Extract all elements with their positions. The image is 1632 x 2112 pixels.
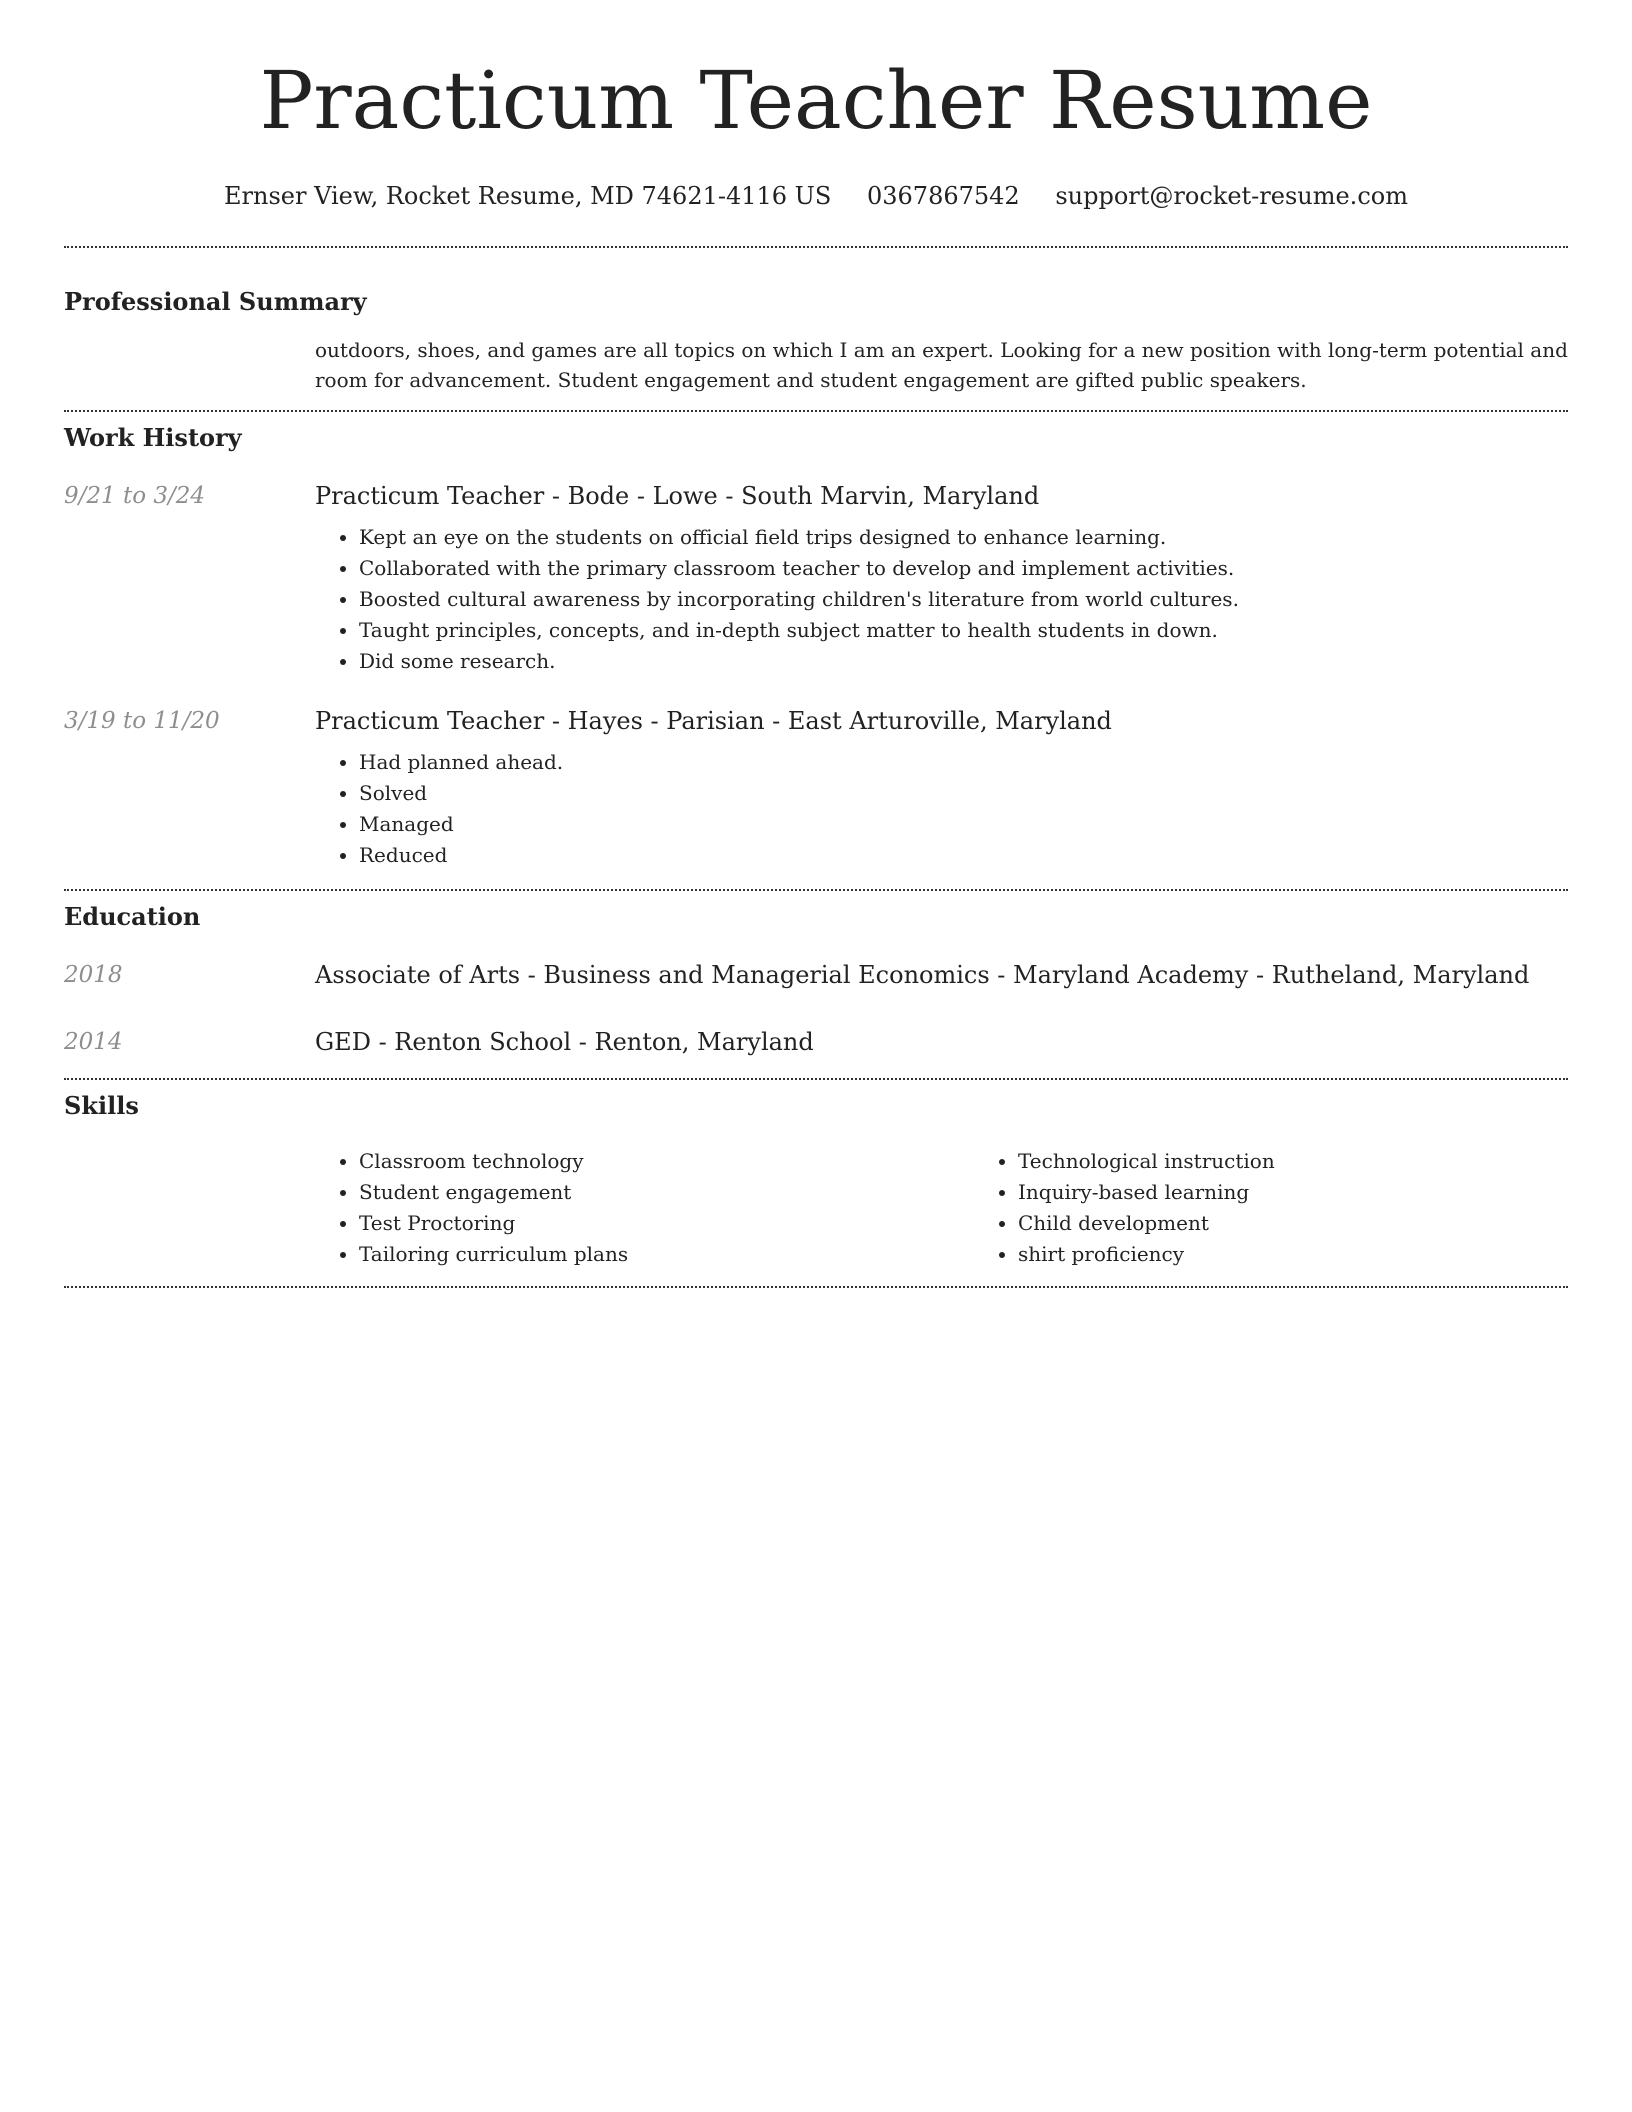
education-section <box>64 901 1568 1058</box>
skills-row <box>64 1146 1568 1270</box>
job-title: Practicum Teacher - Hayes - Parisian - East Arturoville, Maryland <box>315 707 1112 735</box>
summary-row <box>64 335 1568 395</box>
summary-heading: Professional Summary <box>64 287 367 316</box>
resume-title: Practicum Teacher Resume <box>259 54 1373 147</box>
education-heading: Education <box>64 902 201 931</box>
list-item: • Collaborated with the primary classroom teacher to develop and implement activities. <box>359 553 1568 584</box>
education-entry <box>64 959 1568 991</box>
job-bullets <box>315 747 1568 871</box>
list-item: • Tailoring curriculum plans <box>359 1239 974 1270</box>
skills-list-right <box>974 1146 1632 1270</box>
contact-line <box>64 180 1568 212</box>
skills-heading: Skills <box>64 1091 139 1120</box>
job-title: Practicum Teacher - Bode - Lowe - South Marvin, Maryland <box>315 482 1040 510</box>
work-history-heading: Work History <box>64 423 242 452</box>
education-school: - Maryland Academy - Rutheland, Maryland <box>989 961 1530 989</box>
list-item: • Solved <box>359 778 1568 809</box>
job-bullets <box>315 522 1568 677</box>
job-date: 3/19 to 11/20 <box>64 708 220 734</box>
list-item: • Did some research. <box>359 646 1568 677</box>
summary-text: outdoors, shoes, and games are all topics on which I am an expert. Looking for a new position with long-term potential and room for advancement. Student engagement and student engagement are gifted public speakers. <box>315 338 1568 392</box>
job-entry <box>64 705 1568 871</box>
skills-list-left <box>315 1146 974 1270</box>
list-item: • Had planned ahead. <box>359 747 1568 778</box>
list-item: • Boosted cultural awareness by incorporating children's literature from world cultures. <box>359 584 1568 615</box>
education-degree: Associate of Arts - Business and Managerial Economics <box>315 961 990 989</box>
list-item: • Child development <box>1018 1208 1632 1239</box>
education-date: 2018 <box>64 962 123 988</box>
list-item: • Reduced <box>359 840 1568 871</box>
work-history-section <box>64 422 1568 871</box>
contact-email: support@rocket-resume.com <box>1055 182 1408 210</box>
education-entry <box>64 1026 1568 1058</box>
contact-phone: 0367867542 <box>867 182 1020 210</box>
job-date: 9/21 to 3/24 <box>64 483 206 509</box>
divider <box>64 1286 1568 1288</box>
list-item: • Inquiry-based learning <box>1018 1177 1632 1208</box>
contact-address: Ernser View, Rocket Resume, MD 74621-4116 US <box>224 182 832 210</box>
resume-header <box>64 0 1568 212</box>
skills-section <box>64 1090 1568 1270</box>
list-item: • Taught principles, concepts, and in-depth subject matter to health students in down. <box>359 615 1568 646</box>
list-item: • Test Proctoring <box>359 1208 974 1239</box>
list-item: • Technological instruction <box>1018 1146 1632 1177</box>
list-item: • Student engagement <box>359 1177 974 1208</box>
divider <box>64 410 1568 412</box>
list-item: • Kept an eye on the students on official field trips designed to enhance learning. <box>359 522 1568 553</box>
divider <box>64 889 1568 891</box>
job-entry <box>64 480 1568 677</box>
divider <box>64 1078 1568 1080</box>
divider <box>64 246 1568 248</box>
list-item: • Managed <box>359 809 1568 840</box>
list-item: • shirt proficiency <box>1018 1239 1632 1270</box>
summary-section <box>64 286 1568 395</box>
education-degree: GED <box>315 1028 371 1056</box>
list-item: • Classroom technology <box>359 1146 974 1177</box>
education-date: 2014 <box>64 1029 123 1055</box>
education-school: - Renton School - Renton, Maryland <box>370 1028 814 1056</box>
